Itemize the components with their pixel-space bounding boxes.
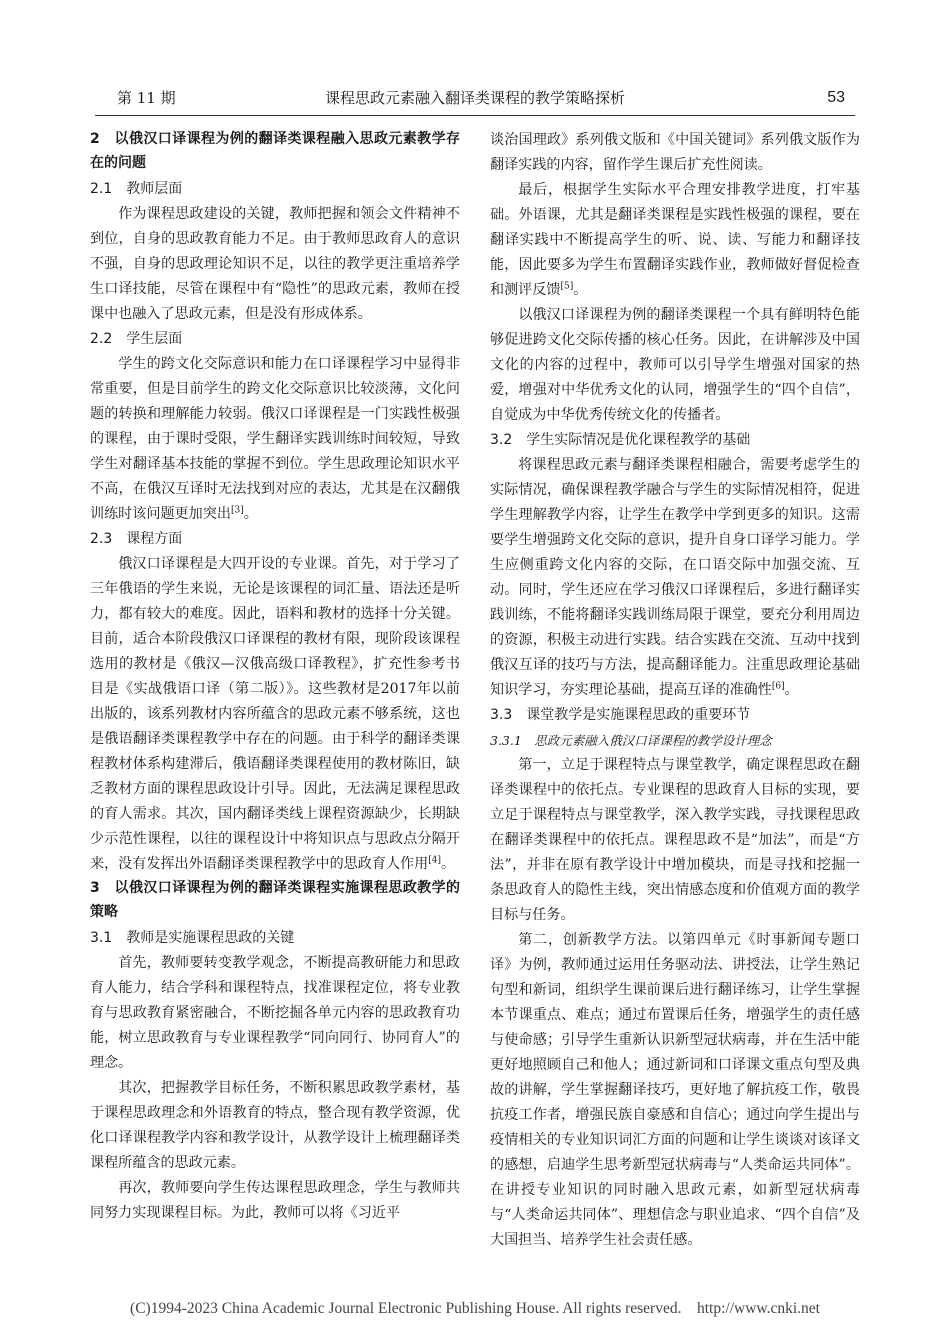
header-rule (95, 115, 855, 116)
running-title: 课程思政元素融入翻译类课程的教学策略探析 (324, 89, 625, 107)
paragraph-text: 学生的跨文化交际意识和能力在口译课程学习中显得非常重要，但是目前学生的跨文化交际意识比较淡薄，文化问题的转换和理解能力较弱。俄汉口译课程是一门实践性极强的课程，由于课时受限，学生翻译实践训练时间较短，导致学生对翻译基本技能的掌握不到位。学生思政理论知识水平不高，在俄汉互译时无法找到对应的表达，尤其是在汉翻俄训练时该问题更加突出 (90, 356, 460, 522)
paragraph-end: 。 (441, 856, 456, 872)
section-2-1-heading: 2.1 教师层面 (90, 181, 183, 197)
section-2-heading: 2 以俄汉口译课程为例的翻译类课程融入思政元素教学存在的问题 (90, 131, 460, 171)
section-3-2-heading: 3.2 学生实际情况是优化课程教学的基础 (490, 432, 751, 448)
page-number: 53 (827, 89, 845, 106)
paragraph: 以俄汉口译课程为例的翻译类课程一个具有鲜明特色能够促进跨文化交际传播的核心任务。因此，在讲解涉及中国文化的内容的过程中，教师可以引导学生增强对国家的热爱，增强对中华优秀文化的认同，增强学生的“四个自信”，自觉成为中华优秀传统文化的传播者。 (490, 307, 860, 423)
section-3-3-heading: 3.3 课堂教学是实施课程思政的重要环节 (490, 707, 751, 723)
left-column (90, 128, 460, 1226)
section-3-1-heading: 3.1 教师是实施课程思政的关键 (90, 930, 295, 946)
section-3-heading: 3 以俄汉口译课程为例的翻译类课程实施课程思政教学的策略 (90, 880, 460, 920)
paragraph-end: 。 (243, 506, 258, 522)
issue-number: 第 11 期 (117, 89, 176, 107)
paragraph (490, 178, 860, 303)
paragraph (490, 453, 860, 703)
copyright-footer: (C)1994-2023 China Academic Journal Electronic Publishing House. All rights reserved. http://www.cnki.net (130, 1300, 820, 1317)
paragraph: 其次，把握教学目标任务，不断积累思政教学素材，基于课程思政理念和外语教育的特点，整合现有教学资源，优化口译课程教学内容和教学设计，从教学设计上梳理翻译类课程所蕴含的思政元素。 (90, 1080, 460, 1171)
paragraph: 作为课程思政建设的关键，教师把握和领会文件精神不到位，自身的思政教育能力不足。由于教师思政育人的意识不强，自身的思政理论知识不足，以往的教学更注重培养学生口译技能，尽管在课程中有“隐性”的思政元素，教师在授课中也融入了思政元素，但是没有形成体系。 (90, 206, 460, 322)
citation-ref: [3] (230, 505, 244, 516)
paragraph: 再次，教师要向学生传达课程思政理念，学生与教师共同努力实现课程目标。为此，教师可以将《习近平 (90, 1180, 460, 1221)
paragraph-continued: 谈治国理政》系列俄文版和《中国关键词》系列俄文版作为翻译实践的内容，留作学生课后扩充性阅读。 (490, 132, 860, 173)
citation-ref: [6] (771, 681, 785, 692)
running-header (95, 86, 855, 110)
paragraph-text: 俄汉口译课程是大四开设的专业课。首先，对于学习了三年俄语的学生来说，无论是该课程的词汇量、语法还是听力，都有较大的难度。因此，语料和教材的选择十分关键。目前，适合本阶段俄汉口译课程的教材有限，现阶段该课程选用的教材是《俄汉—汉俄高级口译教程》，扩充性参考书目是《实战俄语口译（第二版）》。这些教材是2017年以前出版的，该系列教材内容所蕴含的思政元素不够系统，这也是俄语翻译类课程教学中存在的问题。由于科学的翻译类课程教材体系构建滞后，俄语翻译类课程使用的教材陈旧，缺乏教材方面的课程思政设计引导。因此，无法满足课程思政的育人需求。其次，国内翻译类线上课程资源缺少，长期缺少示范性课程，以往的课程设计中将知识点与思政点分隔开来，没有发挥出外语翻译类课程教学中的思政育人作用 (90, 556, 460, 872)
paragraph-end: 。 (784, 682, 799, 698)
section-2-2-heading: 2.2 学生层面 (90, 331, 183, 347)
paragraph (90, 552, 460, 877)
paragraph-text: 最后，根据学生实际水平合理安排教学进度，打牢基础。外语课，尤其是翻译类课程是实践性极强的课程，要在翻译实践中不断提高学生的听、说、读、写能力和翻译技能，因此要多为学生布置翻译实践作业，教师做好督促检查和测评反馈 (490, 182, 860, 298)
citation-ref: [4] (428, 855, 441, 866)
paragraph: 首先，教师要转变教学观念，不断提高教研能力和思政育人能力，结合学科和课程特点，找准课程定位，将专业教育与思政教育紧密融合，不断挖掘各单元内容的思政教育功能，树立思政教育与专业课程教学“同向同行、协同育人”的理念。 (90, 955, 460, 1071)
paragraph-end: 。 (573, 282, 588, 298)
right-column (490, 128, 860, 1253)
section-2-3-heading: 2.3 课程方面 (90, 531, 183, 547)
section-3-3-1-heading: 3.3.1 思政元素融入俄汉口译课程的教学设计理念 (490, 733, 772, 748)
paragraph: 第一，立足于课程特点与课堂教学，确定课程思政在翻译类课程中的依托点。专业课程的思政育人目标的实现，要立足于课程特点与课堂教学，深入教学实践，寻找课程思政在翻译类课程中的依托点。课程思政不是“加法”，而是“方法”，并非在原有教学设计中增加模块，而是寻找和挖掘一条思政育人的隐性主线，突出情感态度和价值观方面的教学目标与任务。 (490, 757, 860, 923)
paragraph-text: 将课程思政元素与翻译类课程相融合，需要考虑学生的实际情况，确保课程教学融合与学生的实际情况相符，促进学生理解教学内容，让学生在教学中学到更多的知识。这需要学生增强跨文化交际的意识，提升自身口译学习能力。学生应侧重跨文化内容的交际，在口语交际中加强交流、互动。同时，学生还应在学习俄汉口译课程后，多进行翻译实践训练，不能将翻译实践训练局限于课堂，要充分利用周边的资源，积极主动进行实践。结合实践在交流、互动中找到俄汉互译的技巧与方法，提高翻译能力。注重思政理论基础知识学习，夯实理论基础，提高互译的准确性 (490, 457, 860, 698)
citation-ref: [5] (560, 281, 574, 292)
paragraph: 第二，创新教学方法。以第四单元《时事新闻专题口译》为例，教师通过运用任务驱动法、讲授法，让学生熟记句型和新词，组织学生课前课后进行翻译练习，让学生掌握本节课重点、难点；通过布置课后任务，增强学生的责任感与使命感；引导学生重新认识新型冠状病毒，并在生活中能更好地照顾自己和他人；通过新词和口译课文重点句型及典故的讲解，学生掌握翻译技巧，更好地了解抗疫工作，敬畏抗疫工作者，增强民族自豪感和自信心；通过向学生提出与疫情相关的专业知识词汇方面的问题和让学生谈谈对该译文的感想，启迪学生思考新型冠状病毒与“人类命运共同体”。在讲授专业知识的同时融入思政元素，如新型冠状病毒与“人类命运共同体”、理想信念与职业追求、“四个自信”及大国担当、培养学生社会责任感。 (490, 932, 860, 1248)
paragraph (90, 352, 460, 527)
